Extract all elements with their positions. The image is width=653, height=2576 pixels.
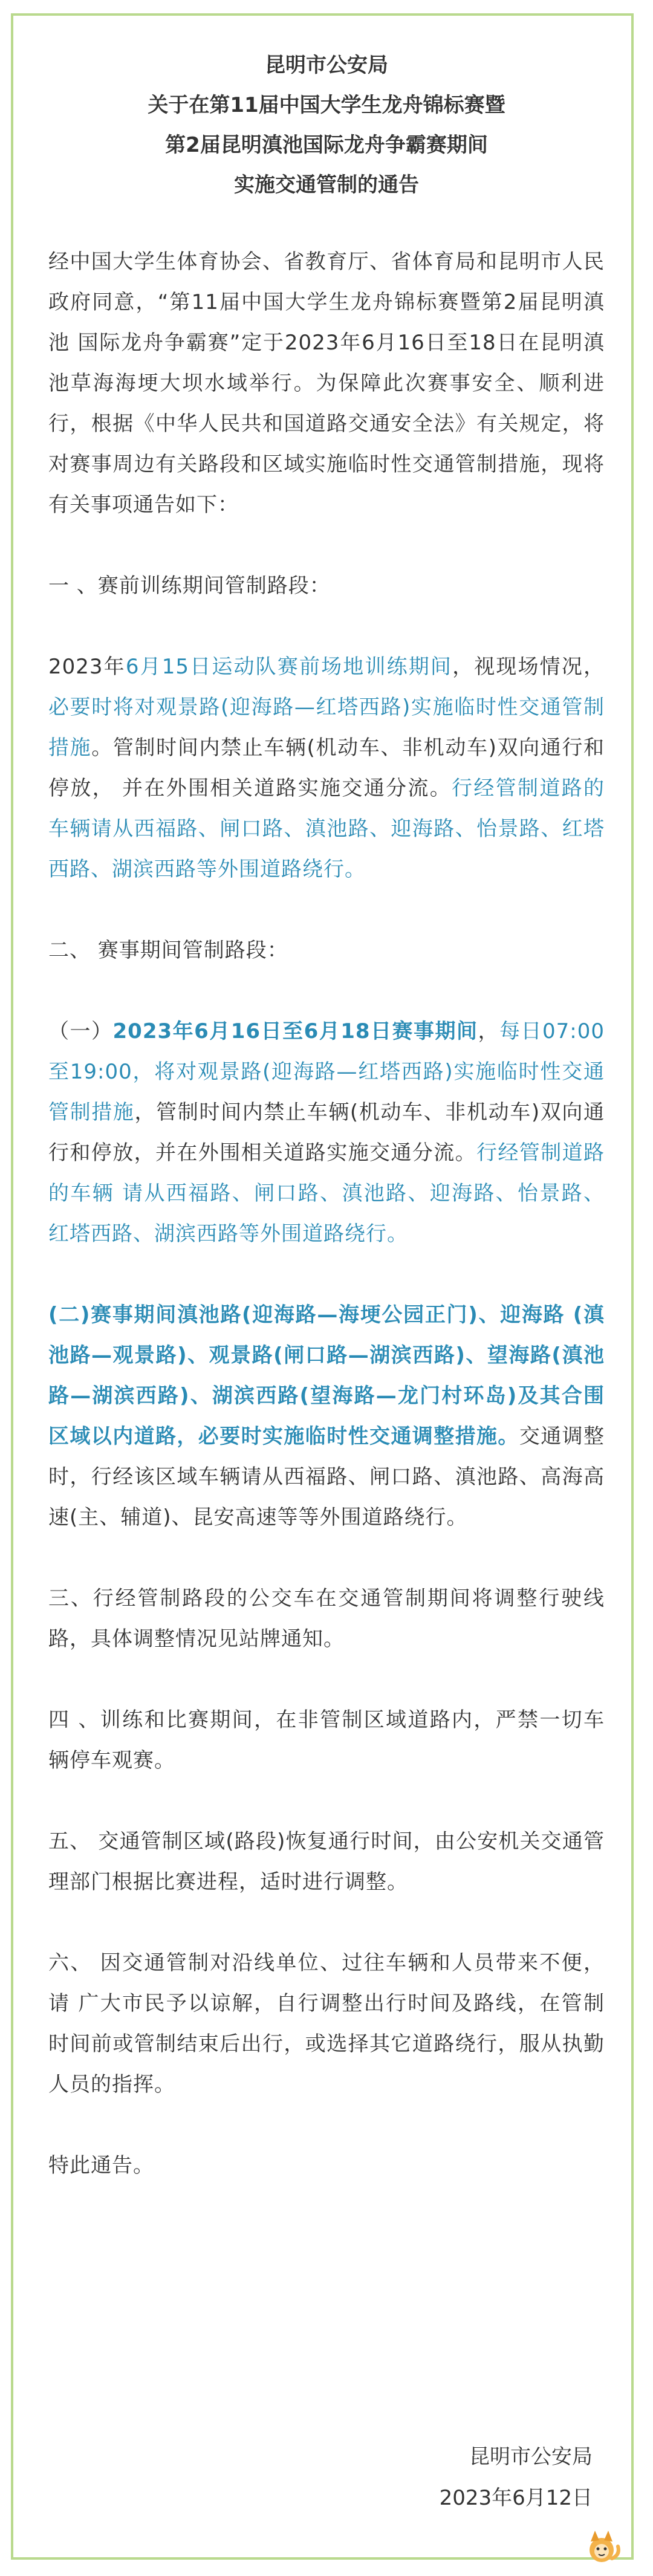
section-1-text-b: 。管制时间内禁止车辆(机动车、非机动车)双向通行和停放， 并在外围相关道路实施交通分流。 xyxy=(48,736,605,800)
item-2-control-area: (二)赛事期间滇池路(迎海路—海埂公园正门)、迎海路 (滇池路—观景路)、观景路(闸口路—湖滨西路)、望海路(滇池路—湖滨西路)、湖滨西路(望海路—龙门村环岛)及其合围 区域以内道路，必要时实施临时性交通调整措施。 xyxy=(48,1303,605,1449)
title-line-3: 第2届昆明滇池国际龙舟争霸赛期间 xyxy=(165,133,488,157)
section-1-detour-routes: 行经管制道路的车辆请从西福路、闸口路、滇池路、迎海路、怡景路、红塔西路、湖滨西路等外围道路绕行。 xyxy=(48,776,605,881)
item-1-detour-routes: 行经管制道路的车辆 请从西福路、闸口路、滇池路、迎海路、怡景路、红塔西路、湖滨西路等外围道路绕行。 xyxy=(48,1141,605,1246)
section-2-item-1 xyxy=(48,1011,605,1254)
title-issuer: 昆明市公安局 xyxy=(265,53,388,77)
section-1-control-measure: 必要时将对观景路(迎海路—红塔西路)实施临时性交通管制措施 xyxy=(48,695,605,760)
section-5-paragraph: 五、 交通管制区域(路段)恢复通行时间，由公安机关交通管理部门根据比赛进程，适时进行调整。 xyxy=(48,1829,605,1894)
section-3-paragraph: 三、行经管制路段的公交车在交通管制期间将调整行驶线路，具体调整情况见站牌通知。 xyxy=(48,1586,605,1651)
signature-date: 2023年6月12日 xyxy=(439,2486,593,2510)
section-1-paragraph xyxy=(48,647,605,890)
signature-block xyxy=(440,2436,593,2519)
signature-org: 昆明市公安局 xyxy=(469,2445,593,2469)
title-line-2: 关于在第11届中国大学生龙舟锦标赛暨 xyxy=(148,93,505,117)
notice-body xyxy=(48,242,605,2227)
section-2-heading: 二、 赛事期间管制路段： xyxy=(48,938,288,962)
intro-paragraph: 经中国大学生体育协会、省教育厅、省体育局和昆明市人民 政府同意，“第11届中国大学生龙舟锦标赛暨第2届昆明滇池 国际龙舟争霸赛”定于2023年6月16日至18日在昆明滇池草海海埂大坝水域举行。为保障此次赛事安全、顺利进行，根据《中华人民共和国道路交通安全法》有关规定，将对赛事周边有关路段和区域实施临时性交通管制措施，现将有关事项通告如下： xyxy=(48,250,605,517)
item-1-prefix: （一） xyxy=(48,1019,113,1043)
cartoon-mascot-icon xyxy=(580,2527,623,2569)
item-1-event-dates: 2023年6月16日至6月18日赛事期间 xyxy=(112,1019,478,1043)
item-1-text: ，管制时间内禁止车辆(机动车、非机动车)双向通行和停放，并在外围相关道路实施交通分流。 xyxy=(48,1100,605,1165)
item-2-detour-text: 交通调整时，行经该区域车辆请从西福路、闸口路、滇池路、高海高速(主、辅道)、昆安高速等等外围道路绕行。 xyxy=(48,1424,605,1530)
item-1-comma: ， xyxy=(478,1019,500,1043)
section-2-item-2 xyxy=(48,1295,605,1538)
section-1-training-date: 6月15日运动队赛前场地训练期间 xyxy=(125,655,453,679)
section-1-year: 2023年 xyxy=(48,655,126,679)
closing-line: 特此通告。 xyxy=(48,2153,154,2178)
item-1-daily-control: 每日07:00至19:00，将对观景路(迎海路—红塔西路)实施临时性交通管制措施 xyxy=(48,1019,605,1124)
section-1-heading: 一 、赛前训练期间管制路段： xyxy=(48,574,331,598)
title-line-4: 实施交通管制的通告 xyxy=(234,173,419,197)
section-1-text-a: ，视现场情况， xyxy=(452,655,605,679)
section-6-paragraph: 六、 因交通管制对沿线单位、过往车辆和人员带来不便，请 广大市民予以谅解，自行调整出行时间及路线，在管制时间前或管制结束后出行，或选择其它道路绕行，服从执勤人员的指挥。 xyxy=(48,1951,605,2097)
notice-title xyxy=(0,45,653,205)
section-4-paragraph: 四 、训练和比赛期间，在非管制区域道路内，严禁一切车辆停车观赛。 xyxy=(48,1708,605,1773)
